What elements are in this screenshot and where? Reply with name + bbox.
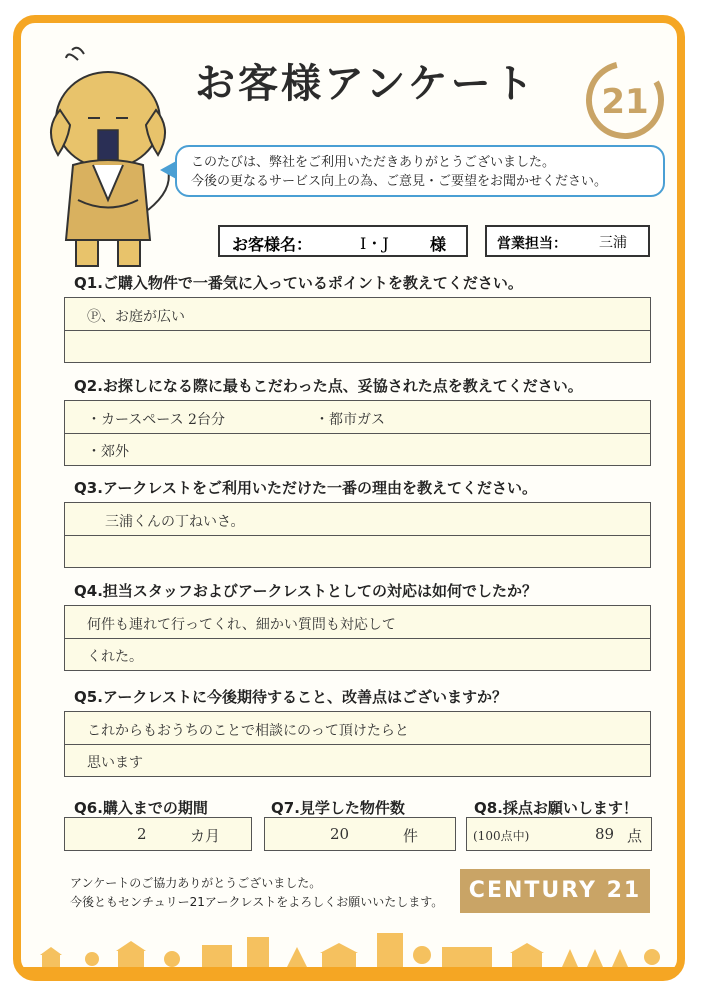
customer-name-value: I・J <box>360 234 389 253</box>
thanks-line-1: アンケートのご協力ありがとうございました。 <box>70 876 322 890</box>
answer-5-line-2: 思います <box>87 755 143 771</box>
logo-number: 21 <box>601 82 649 122</box>
answer-rule <box>65 638 650 639</box>
answer-box-1 <box>64 297 651 363</box>
intro-line-2: 今後の更なるサービス向上の為、ご意見・ご要望をお聞かせください。 <box>191 174 608 189</box>
staff-box <box>485 225 650 257</box>
answer-rule <box>65 330 650 331</box>
q8-prefix: (100点中) <box>473 829 530 843</box>
thanks-line-2: 今後ともセンチュリー21アークレストをよろしくお願いいたします。 <box>70 895 444 909</box>
question-5: Q5.アークレストに今後期待すること、改善点はございますか？ <box>74 688 507 706</box>
intro-line-1: このたびは、弊社をご利用いただきありがとうございました。 <box>191 155 556 170</box>
answer-3-line-1: 三浦くんの丁ねいさ。 <box>105 514 245 530</box>
answer-rule <box>65 744 650 745</box>
customer-name-label: お客様名： <box>232 235 313 254</box>
q8-answer-box <box>466 817 652 851</box>
thanks-message <box>70 874 443 912</box>
answer-4-line-1: 何件も連れて行ってくれ、細かい質問も対応して <box>87 617 396 633</box>
q8-value: 89 <box>595 825 615 843</box>
answer-1-line-1: Ⓟ、お庭が広い <box>87 309 185 325</box>
answer-rule <box>65 433 650 434</box>
answer-2-line-2: ・郊外 <box>87 444 129 460</box>
q8-unit: 点 <box>627 827 643 845</box>
answer-4-line-2: くれた。 <box>87 649 143 665</box>
century21-logo-icon <box>583 58 667 142</box>
answer-2-line-1: ・カースペース 2台分 <box>87 412 225 428</box>
question-2: Q2.お探しになる際に最もこだわった点、妥協された点を教えてください。 <box>74 377 583 395</box>
question-8: Q8.採点お願いします！ <box>474 799 638 817</box>
question-7: Q7.見学した物件数 <box>271 799 405 817</box>
answer-box-2 <box>64 400 651 466</box>
intro-speech-bubble <box>175 145 665 197</box>
question-6: Q6.購入までの期間 <box>74 799 208 817</box>
staff-value: 三浦 <box>599 235 627 251</box>
page-title: お客様アンケート <box>195 61 537 107</box>
q6-unit: カ月 <box>190 827 221 845</box>
answer-box-5 <box>64 711 651 777</box>
customer-name-box <box>218 225 468 257</box>
q7-value: 20 <box>330 825 350 843</box>
answer-box-4 <box>64 605 651 671</box>
answer-box-3 <box>64 502 651 568</box>
staff-label: 営業担当： <box>497 236 567 252</box>
answer-5-line-1: これからもおうちのことで相談にのって頂けたらと <box>87 723 409 739</box>
customer-honorific: 様 <box>430 235 447 254</box>
question-4: Q4.担当スタッフおよびアークレストとしての対応は如何でしたか？ <box>74 582 537 600</box>
q6-value: 2 <box>137 825 147 843</box>
answer-2-line-1b: ・都市ガス <box>315 412 385 428</box>
q6-answer-box <box>64 817 252 851</box>
mascot-dog-illustration <box>38 40 178 270</box>
q7-unit: 件 <box>403 827 419 845</box>
q7-answer-box <box>264 817 456 851</box>
answer-rule <box>65 535 650 536</box>
question-1: Q1.ご購入物件で一番気に入っているポイントを教えてください。 <box>74 274 523 292</box>
question-3: Q3.アークレストをご利用いただけた一番の理由を教えてください。 <box>74 479 537 497</box>
century21-brand-banner: CENTURY 21 <box>460 869 650 913</box>
town-skyline-illustration <box>22 925 678 975</box>
